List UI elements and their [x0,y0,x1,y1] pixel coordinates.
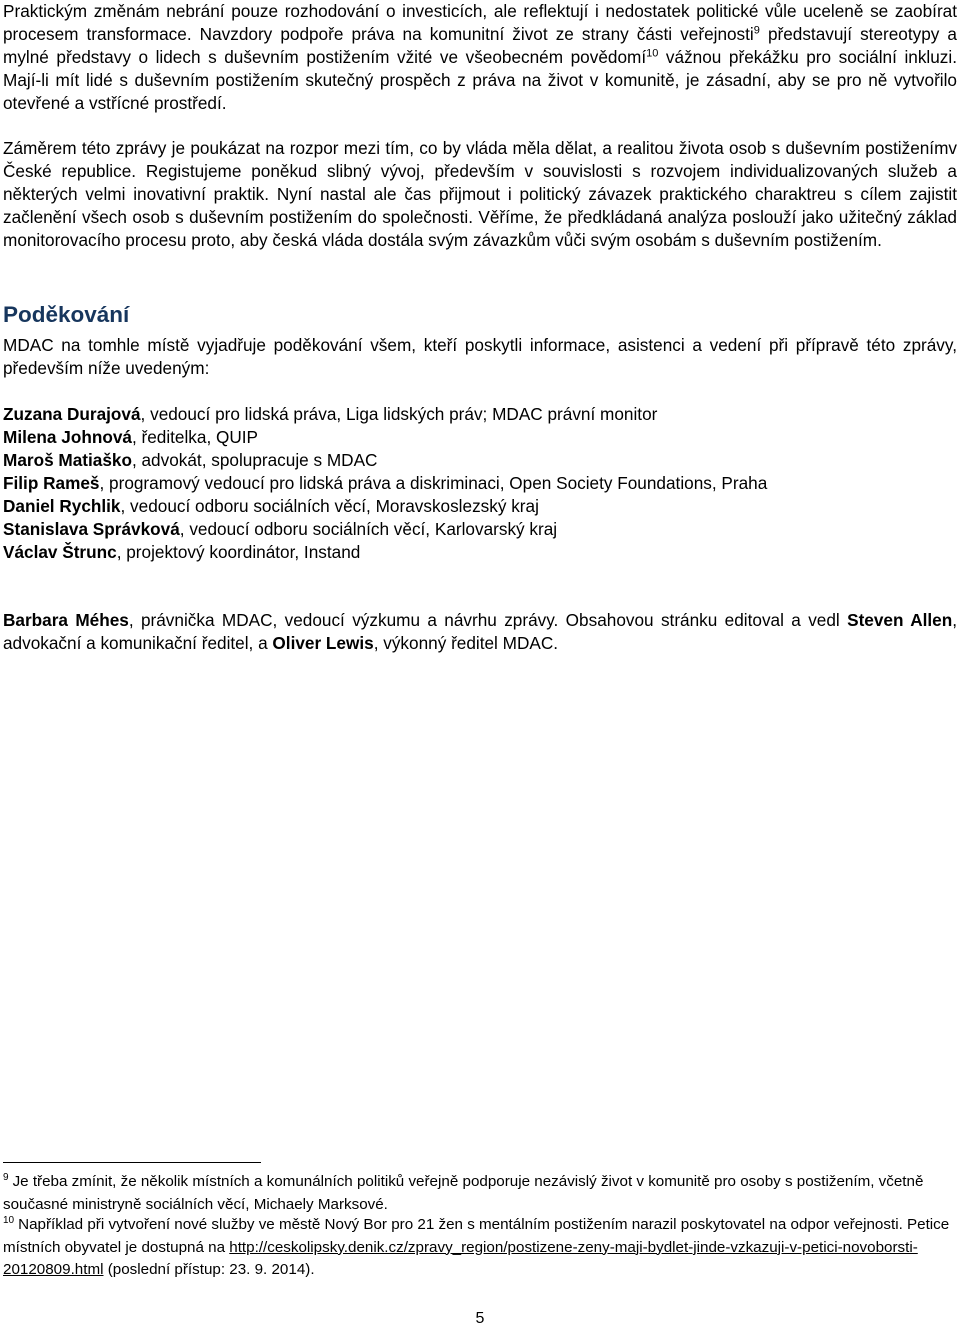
person-name: Filip Rameš [3,473,100,493]
footnote-separator [3,1162,261,1163]
footnote-10 [3,1214,957,1282]
footnote-ref-10[interactable]: 10 [646,47,659,60]
footnote-number: 9 [3,1171,9,1183]
footnote-number: 10 [3,1214,15,1226]
acknowledgement-item [3,495,539,518]
person-role: , programový vedoucí pro lidská práva a diskriminaci, Open Society Foundations, Praha [99,473,768,493]
acknowledgement-item [3,449,377,472]
acknowledgements-intro: MDAC na tomhle místě vyjadřuje poděkování všem, kteří poskytli informace, asistenci a vedení při přípravě této zprávy, především níže uvedeným: [3,335,957,378]
editor-text: , advokační a komunikační ředitel, a [3,610,957,653]
section-heading-acknowledgements: Poděkování [3,302,130,327]
footnote-ref-9[interactable]: 9 [753,24,760,37]
acknowledgement-item [3,426,258,449]
author-text: , právnička MDAC, vedoucí výzkumu a návrhu zprávy. Obsahovou stránku editoval a vedl [128,610,840,630]
page-number: 5 [475,1310,485,1327]
footnote-link[interactable]: http://ceskolipsky.denik.cz/zpravy_region/postizene-zeny-maji-bydlet-jinde-vzkazuji-v-petici-novoborsti-20120809.html [3,1238,918,1278]
acknowledgement-item [3,541,360,564]
acknowledgement-item [3,403,657,426]
person-name: Zuzana Durajová [3,404,141,424]
person-role: , vedoucí odboru sociálních věcí, Moravskoslezský kraj [120,496,539,516]
person-name: Milena Johnová [3,427,132,447]
person-name: Václav Štrunc [3,542,117,562]
person-role: , vedoucí odboru sociálních věcí, Karlovarský kraj [179,519,558,539]
person-role: , ředitelka, QUIP [131,427,259,447]
person-name: Maroš Matiaško [3,450,132,470]
footnote-tail: (poslední přístup: 23. 9. 2014). [103,1261,315,1278]
footnote-9 [3,1171,957,1216]
director-name: Oliver Lewis [272,633,374,653]
footnote-text: Je třeba zmínit, že několik místních a komunálních politiků veřejně podporuje nezávislý život v komunitě pro osoby s postižením, včetně současné ministryně sociálních věcí, Michaely Marksové. [3,1173,924,1213]
author-name: Barbara Méhes [3,610,129,630]
footnote-text: Například při vytvoření nové služby ve městě Nový Bor pro 21 žen s mentálním postižením narazil poskytovatel na odpor veřejnosti. Petice místních obyvatel je dostupná na [3,1216,950,1256]
para1-part1: Praktickým změnám nebrání pouze rozhodování o investicích, ale reflektují i nedostatek politické vůle uceleně se zaobírat procesem transformace. Navzdory podpoře práva na komunitní život ze strany části veřejnosti [3,1,957,44]
person-role: , projektový koordinátor, Instand [116,542,361,562]
acknowledgement-item [3,472,767,495]
person-role: , advokát, spolupracuje s MDAC [131,450,378,470]
paragraph-report-aim: Záměrem této zprávy je poukázat na rozpor mezi tím, co by vláda měla dělat, a realitou života osob s duševním postiženímv České republice. Registujeme poněkud slibný vývoj, především v souvislosti s rozvojem individualizovaných služeb a některých velmi inovativní praktik. Nyní nastal ale čas přijmout i politický závazek praktického charaktreu s cílem zajistit začlenění všech osob s duševním postižením do společnosti. Věříme, že předkládaná analýza poslouží jako užitečný základ monitorovacího procesu proto, aby česká vláda dostála svým závazkům vůči svým osobám s duševním postižením. [3,138,957,250]
para1-part2: představují stereotypy a mylné představy o lidech s duševním postižením vžité ve všeobecném povědomí [3,24,957,67]
acknowledgement-item [3,518,557,541]
paragraph-authors [3,609,957,655]
person-name: Daniel Rychlik [3,496,121,516]
para1-part3: vážnou překážku pro sociální inkluzi. Mají-li mít lidé s duševním postižením skutečný prospěch z práva na život v komunitě, je zásadní, aby se pro ně vytvořilo otevřené a vstřícné prostředí. [3,47,957,113]
person-name: Stanislava Správková [3,519,180,539]
person-role: , vedoucí pro lidská práva, Liga lidských práv; MDAC právní monitor [140,404,658,424]
director-text: , výkonný ředitel MDAC. [373,633,559,653]
paragraph-transformation [3,0,957,115]
editor-name: Steven Allen [847,610,953,630]
